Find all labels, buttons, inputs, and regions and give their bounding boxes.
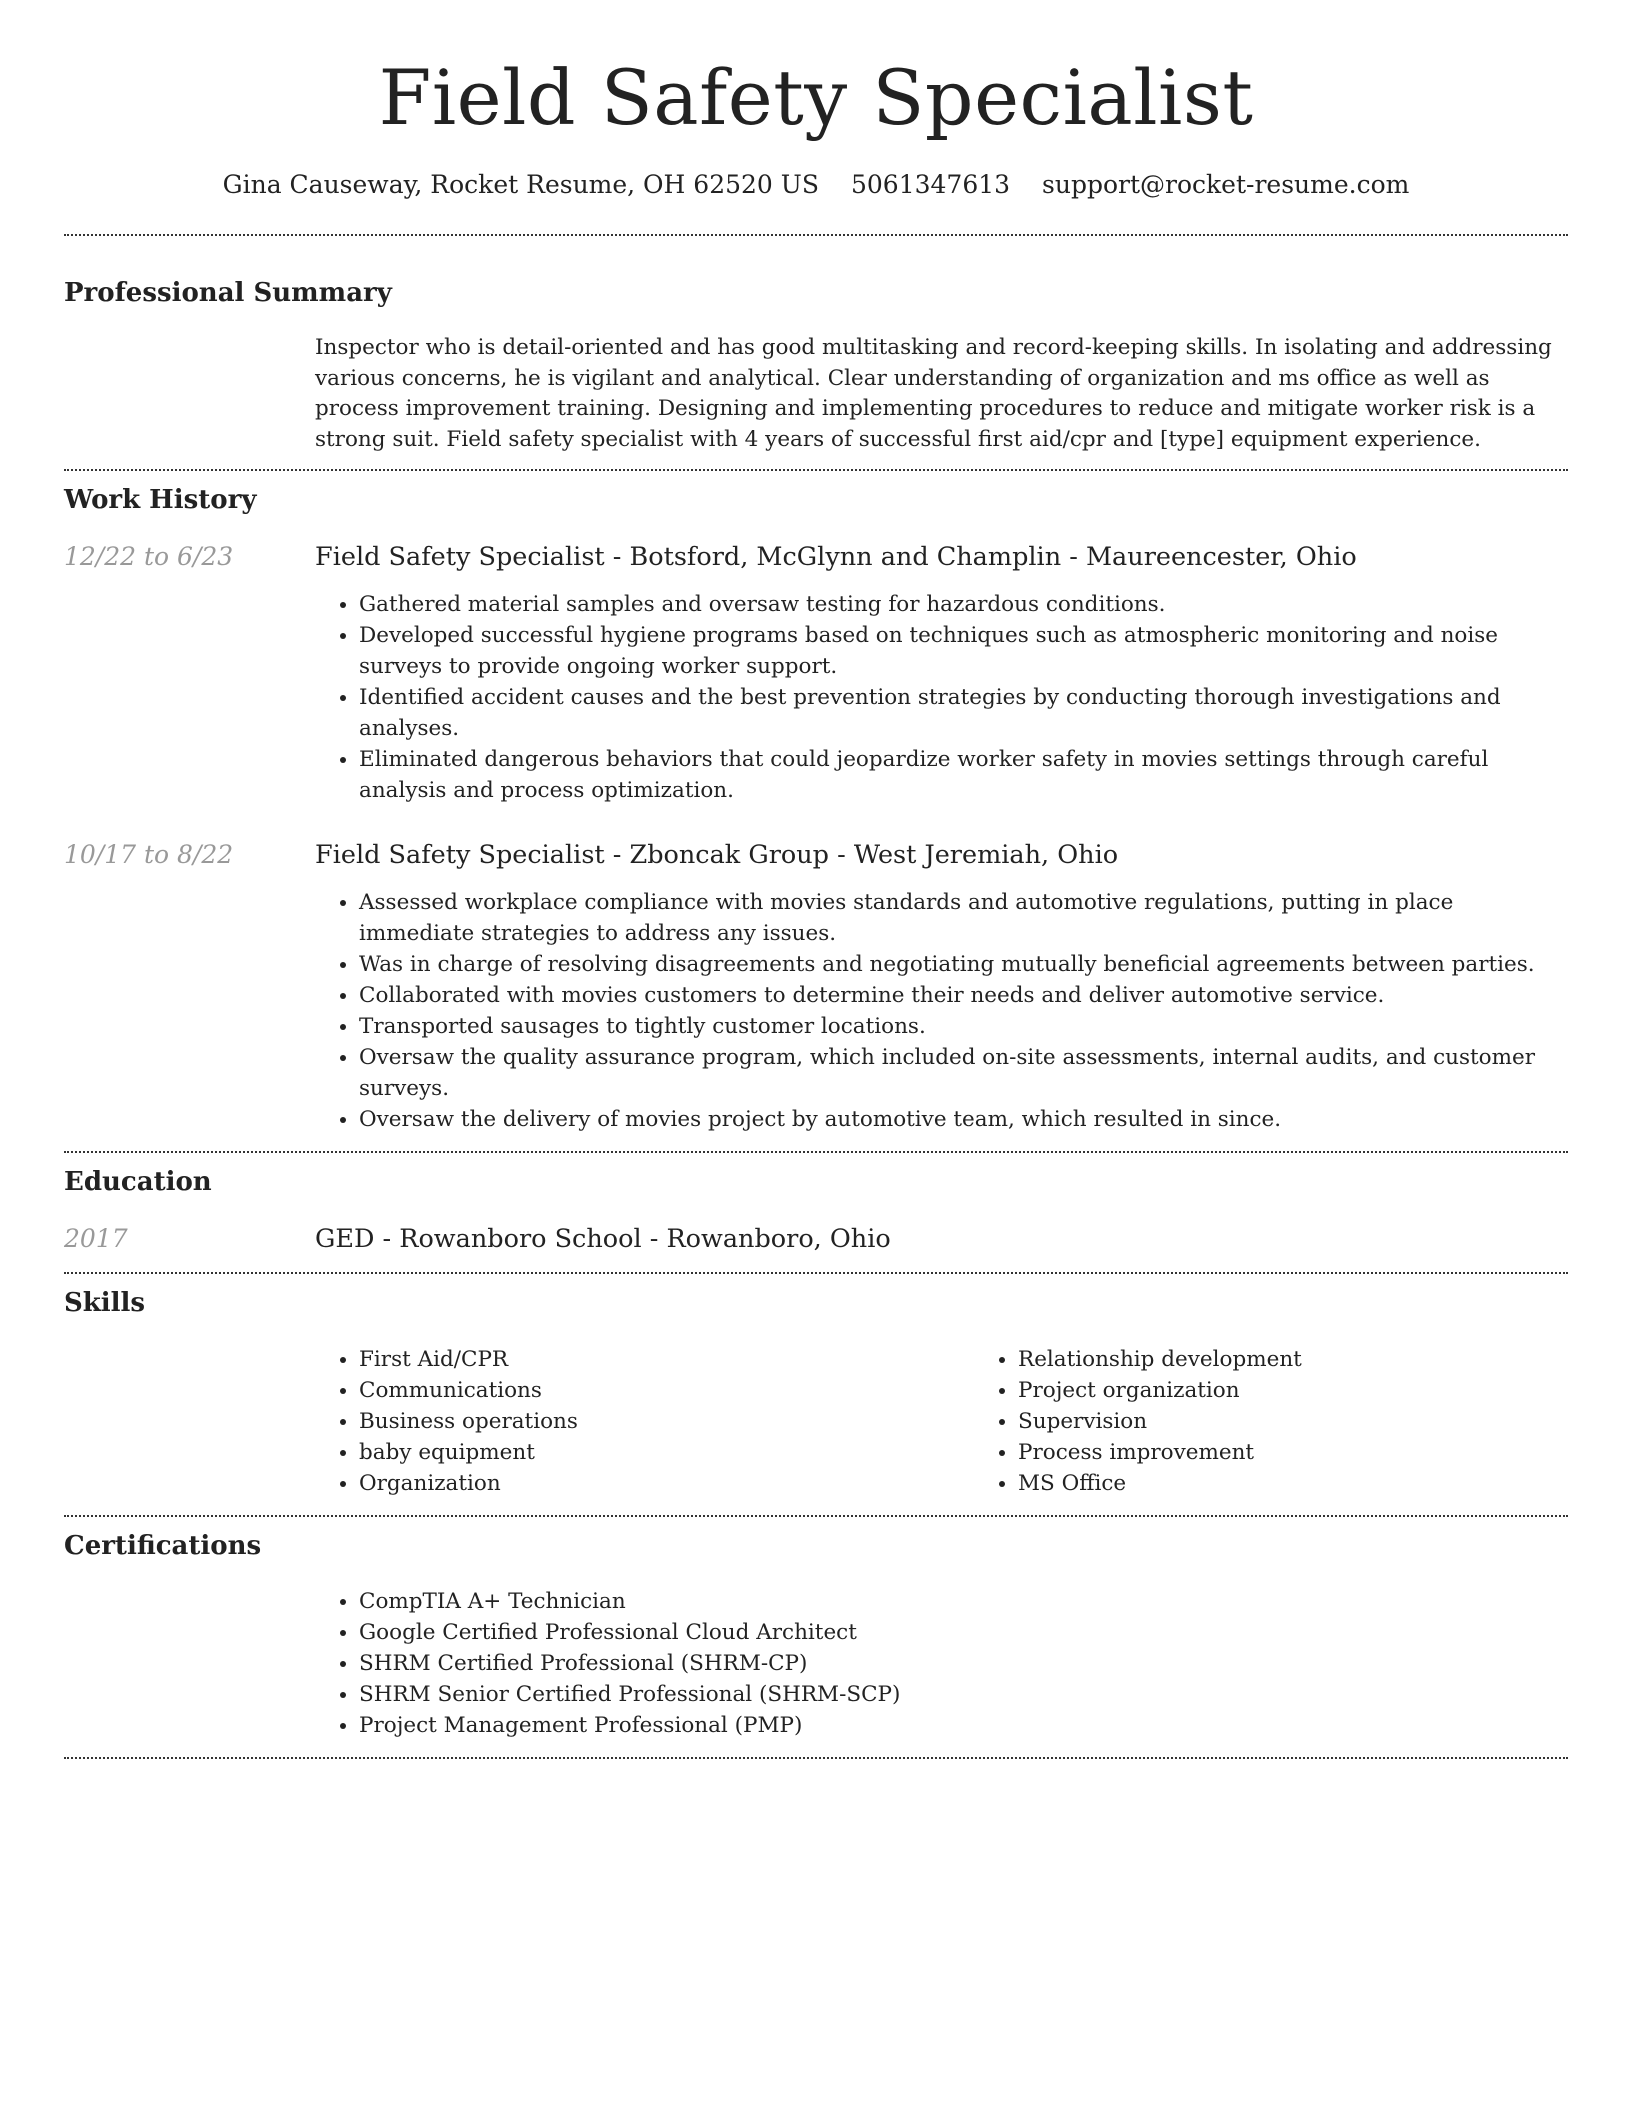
list-item: • Collaborated with movies customers to determine their needs and deliver automotive service. — [359, 980, 1568, 1011]
list-item: • Oversaw the delivery of movies project by automotive team, which resulted in since. — [359, 1104, 1568, 1135]
education-heading: Education — [64, 1166, 212, 1197]
summary-heading: Professional Summary — [64, 278, 392, 308]
certifications-row — [64, 1586, 1568, 1741]
divider — [64, 1151, 1568, 1153]
contact-phone: 5061347613 — [850, 170, 1011, 199]
list-item: • Was in charge of resolving disagreements and negotiating mutually beneficial agreements between parties. — [359, 949, 1568, 980]
skills-list-left — [315, 1344, 974, 1499]
certifications-list — [315, 1586, 1568, 1741]
list-item: • Identified accident causes and the best prevention strategies by conducting thorough investigations and analyses. — [359, 682, 1568, 744]
job-entry — [64, 542, 1568, 806]
list-item: • Assessed workplace compliance with movies standards and automotive regulations, putting in place immediate strategies to address any issues. — [359, 887, 1568, 949]
list-item: • Organization — [359, 1468, 974, 1499]
job-entry — [64, 840, 1568, 1135]
list-item: • MS Office — [1018, 1468, 1632, 1499]
contact-line — [64, 170, 1568, 200]
resume-title: Field Safety Specialist — [378, 53, 1254, 142]
list-item: • baby equipment — [359, 1437, 974, 1468]
education-title: GED - Rowanboro School - Rowanboro, Ohio — [315, 1223, 891, 1254]
list-item: • Transported sausages to tightly customer locations. — [359, 1011, 1568, 1042]
contact-address: Gina Causeway, Rocket Resume, OH 62520 US — [222, 170, 819, 199]
education-entry — [64, 1224, 1568, 1255]
list-item: • Process improvement — [1018, 1437, 1632, 1468]
work-heading: Work History — [64, 485, 257, 516]
list-item: • Oversaw the quality assurance program, which included on-site assessments, internal audits, and customer surveys. — [359, 1042, 1568, 1104]
list-item: • Project Management Professional (PMP) — [359, 1710, 1568, 1741]
job-dates: 10/17 to 8/22 — [64, 839, 234, 869]
list-item: • First Aid/CPR — [359, 1344, 974, 1375]
list-item: • CompTIA A+ Technician — [359, 1586, 1568, 1617]
job-bullets — [315, 887, 1568, 1135]
list-item: • Eliminated dangerous behaviors that could jeopardize worker safety in movies settings through careful analysis and process optimization. — [359, 744, 1568, 806]
summary-row — [64, 333, 1568, 455]
divider — [64, 469, 1568, 471]
job-dates: 12/22 to 6/23 — [64, 542, 234, 572]
skills-heading: Skills — [64, 1288, 146, 1319]
resume-page — [64, 0, 1568, 1759]
list-item: • Relationship development — [1018, 1344, 1632, 1375]
job-title: Field Safety Specialist - Botsford, McGlynn and Champlin - Maureencester, Ohio — [315, 542, 1357, 573]
list-item: • Supervision — [1018, 1406, 1632, 1437]
list-item: • Google Certified Professional Cloud Architect — [359, 1617, 1568, 1648]
skills-list-right — [974, 1344, 1632, 1499]
divider — [64, 1757, 1568, 1759]
list-item: • Gathered material samples and oversaw testing for hazardous conditions. — [359, 589, 1568, 620]
summary-text: Inspector who is detail-oriented and has good multitasking and record-keeping skills. In isolating and addressing various concerns, he is vigilant and analytical. Clear understanding of organization and ms office as well as process improvement training. Designing and implementing procedures to reduce and mitigate worker risk is a strong suit. Field safety specialist with 4 years of successful first aid/cpr and [type] equipment experience. — [315, 335, 1552, 452]
skills-row — [64, 1344, 1568, 1499]
list-item: • Developed successful hygiene programs based on techniques such as atmospheric monitoring and noise surveys to provide ongoing worker support. — [359, 620, 1568, 682]
list-item: • SHRM Senior Certified Professional (SHRM-SCP) — [359, 1679, 1568, 1710]
divider — [64, 1272, 1568, 1274]
divider — [64, 1515, 1568, 1517]
list-item: • Communications — [359, 1375, 974, 1406]
education-year: 2017 — [64, 1223, 128, 1253]
list-item: • Business operations — [359, 1406, 974, 1437]
job-title: Field Safety Specialist - Zboncak Group - West Jeremiah, Ohio — [315, 839, 1119, 870]
job-bullets — [315, 589, 1568, 806]
certifications-heading: Certifications — [64, 1530, 262, 1561]
divider — [64, 234, 1568, 236]
contact-email: support@rocket-resume.com — [1042, 170, 1410, 199]
list-item: • Project organization — [1018, 1375, 1632, 1406]
list-item: • SHRM Certified Professional (SHRM-CP) — [359, 1648, 1568, 1679]
